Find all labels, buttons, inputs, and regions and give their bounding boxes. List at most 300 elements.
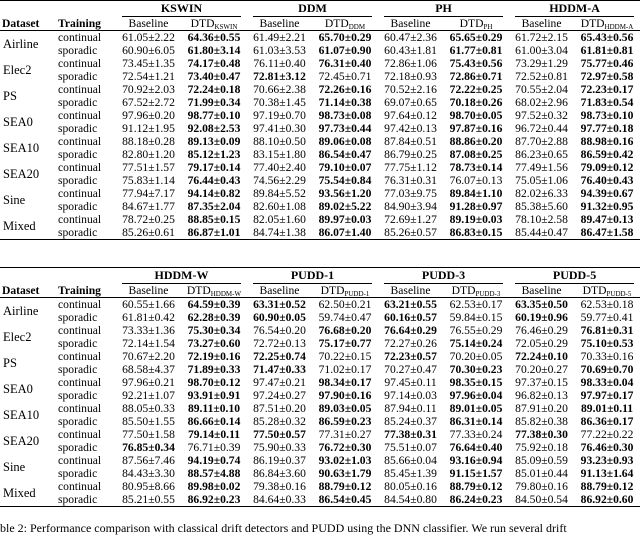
training-column-header: Training [54,1,116,31]
value-cell: 84.64±0.33 [247,493,312,507]
value-cell: 72.54±1.21 [122,70,175,83]
value-cell: 76.72±0.30 [318,441,372,454]
dataset-cell: SEA0 [3,381,33,396]
value-cell: 78.72±0.25 [122,213,175,226]
method-name: PH [384,1,503,17]
value-cell: 65.43±0.56 [580,31,634,44]
dtd-column-header [443,284,509,298]
dataset-cell: Airline [3,36,39,51]
value-cell: 97.96±0.21 [122,376,175,389]
table-row [0,44,640,57]
training-cell: sporadic [58,415,98,428]
value-cell: 77.33±0.24 [449,428,503,441]
training-column-header: Training [54,268,116,298]
value-cell: 85.21±0.55 [116,493,181,507]
value-cell: 70.69±0.70 [580,363,634,376]
method-header-pudd-5 [509,268,640,285]
value-cell: 75.05±1.06 [515,174,568,187]
value-cell: 98.33±0.04 [580,376,634,389]
value-cell: 75.90±0.33 [253,441,306,454]
value-cell: 64.36±0.55 [187,31,241,44]
value-cell: 72.27±0.26 [384,337,437,350]
value-cell: 97.41±0.30 [253,122,306,135]
value-cell: 93.02±1.03 [318,454,372,467]
value-cell: 77.49±1.56 [515,161,568,174]
value-cell: 61.77±0.81 [449,44,503,57]
value-cell: 72.24±0.10 [515,350,568,363]
value-cell: 67.52±2.72 [122,96,175,109]
dtd-label: DTD [451,284,476,297]
method-header-kswin [116,1,247,18]
value-cell: 60.55±1.66 [122,298,175,311]
dtd-subscript: HDDM-A [604,23,634,31]
value-cell: 98.73±0.08 [318,109,372,122]
table-caption: ble 2: Performance comparison with classical drift detectors and PUDD using the DNN classifier. We run several drift [0,521,567,535]
value-cell: 89.03±0.05 [318,402,372,415]
value-cell: 86.66±0.14 [187,415,241,428]
value-cell: 88.98±0.16 [580,135,634,148]
value-cell: 92.21±1.07 [122,389,175,402]
dataset-cell: Elec2 [3,329,32,344]
method-header-ddm [247,1,378,18]
value-cell: 76.64±0.29 [384,324,437,337]
value-cell: 89.02±5.22 [318,200,372,213]
value-cell: 70.20±0.27 [515,363,568,376]
value-cell: 79.10±0.07 [318,161,372,174]
dataset-cell: Mixed [0,480,54,507]
value-cell: 88.18±0.28 [122,135,175,148]
value-cell: 77.38±0.30 [515,428,568,441]
value-cell: 69.07±0.65 [384,96,437,109]
value-cell: 79.14±0.11 [187,428,241,441]
dtd-label: DTD [459,17,484,30]
value-cell: 86.92±0.23 [181,493,247,507]
training-cell: continual [58,31,102,44]
dtd-subscript: PUDD-3 [475,290,501,298]
value-cell: 86.24±0.23 [443,493,509,507]
value-cell: 82.02±6.33 [515,187,568,200]
value-cell: 89.01±0.11 [580,402,634,415]
table-row [0,298,640,312]
value-cell: 87.70±2.88 [515,135,568,148]
value-cell: 61.81±0.42 [122,311,175,324]
table-row [0,363,640,376]
value-cell: 82.80±1.20 [122,148,175,161]
dataset-cell: Sine [3,459,26,474]
dtd-subscript: HDDM-W [210,290,242,298]
value-cell: 77.22±0.22 [580,428,634,441]
table-row [0,122,640,135]
value-cell: 86.23±0.65 [515,148,568,161]
value-cell: 86.36±0.17 [580,415,634,428]
value-cell: 61.72±2.15 [515,31,568,44]
value-cell: 70.22±0.15 [318,350,372,363]
value-cell: 78.73±0.14 [449,161,503,174]
value-cell: 85.01±0.44 [515,467,568,480]
value-cell: 97.45±0.11 [384,376,437,389]
value-cell: 85.44±0.47 [509,226,574,240]
training-cell: sporadic [58,96,98,109]
value-cell: 70.20±0.05 [449,350,503,363]
value-cell: 97.77±0.18 [580,122,634,135]
value-cell: 97.90±0.16 [318,389,372,402]
table-row [0,454,640,467]
method-header-ph [378,1,509,18]
value-cell: 86.83±0.15 [443,226,509,240]
method-name: PUDD-1 [253,268,372,284]
training-cell: sporadic [58,122,98,135]
table-row [0,213,640,226]
training-cell: continual [58,213,102,226]
value-cell: 85.24±0.37 [384,415,437,428]
value-cell: 72.69±1.27 [384,213,437,226]
value-cell: 72.18±0.93 [384,70,437,83]
header-row-methods [0,1,640,18]
method-header-hddm-a [509,1,640,18]
value-cell: 85.26±0.61 [116,226,181,240]
value-cell: 98.35±0.15 [449,376,503,389]
dtd-column-header [181,284,247,298]
value-cell: 98.73±0.10 [580,109,634,122]
value-cell: 68.02±2.96 [515,96,568,109]
table-row [0,148,640,161]
value-cell: 86.87±1.01 [181,226,247,240]
value-cell: 91.12±1.95 [122,122,175,135]
value-cell: 75.10±0.53 [580,337,634,350]
value-cell: 71.14±0.38 [318,96,372,109]
value-cell: 86.54±0.45 [312,493,378,507]
dataset-cell: SEA20 [3,166,40,181]
value-cell: 89.84±1.10 [449,187,503,200]
results-table-2 [0,267,640,507]
value-cell: 91.15±1.57 [449,467,503,480]
baseline-column-header: Baseline [247,284,312,298]
value-cell: 72.23±0.17 [580,83,634,96]
value-cell: 61.07±0.90 [318,44,372,57]
table-row [0,200,640,213]
value-cell: 97.47±0.21 [253,376,306,389]
dtd-label: DTD [580,17,605,30]
value-cell: 75.51±0.07 [384,441,437,454]
value-cell: 65.65±0.29 [449,31,503,44]
value-cell: 97.37±0.15 [515,376,568,389]
dataset-column-header: Dataset [0,1,54,31]
table-row [0,493,640,507]
value-cell: 98.70±0.12 [187,376,241,389]
training-cell: continual [58,83,102,96]
training-cell: sporadic [58,148,98,161]
method-name: PUDD-3 [384,268,503,284]
training-cell: continual [58,428,102,441]
method-name: KSWIN [122,1,241,17]
results-table-1 [0,0,640,240]
value-cell: 70.27±0.47 [384,363,437,376]
training-cell: continual [58,324,102,337]
value-cell: 94.39±0.67 [580,187,634,200]
value-cell: 89.13±0.09 [187,135,241,148]
dtd-column-header [443,17,509,31]
value-cell: 61.03±3.53 [253,44,306,57]
value-cell: 97.97±0.17 [580,389,634,402]
value-cell: 76.64±0.40 [449,441,503,454]
value-cell: 97.96±0.20 [122,109,175,122]
header-row-methods [0,268,640,285]
value-cell: 61.49±2.21 [253,31,306,44]
value-cell: 75.77±0.46 [580,57,634,70]
value-cell: 96.72±0.44 [515,122,568,135]
value-cell: 59.84±0.15 [449,311,503,324]
value-cell: 60.19±0.96 [515,311,568,324]
training-cell: sporadic [58,44,98,57]
value-cell: 72.25±0.74 [253,350,306,363]
value-cell: 94.14±0.82 [187,187,241,200]
value-cell: 97.24±0.27 [253,389,306,402]
value-cell: 73.33±1.36 [122,324,175,337]
table-row [0,311,640,324]
value-cell: 72.72±0.13 [253,337,306,350]
table-row [0,376,640,389]
baseline-column-header: Baseline [378,284,443,298]
value-cell: 88.86±0.20 [449,135,503,148]
value-cell: 60.16±0.57 [384,311,437,324]
value-cell: 77.03±9.75 [384,187,437,200]
table-row [0,70,640,83]
value-cell: 72.97±0.58 [580,70,634,83]
value-cell: 76.71±0.39 [187,441,241,454]
value-cell: 97.73±0.44 [318,122,372,135]
table-row [0,441,640,454]
baseline-column-header: Baseline [116,284,181,298]
table-row [0,480,640,493]
value-cell: 76.11±0.40 [253,57,306,70]
value-cell: 72.45±0.71 [318,70,372,83]
value-cell: 63.31±0.52 [253,298,306,311]
training-cell: sporadic [58,311,98,324]
value-cell: 87.56±7.46 [122,454,175,467]
dtd-subscript: PUDD-1 [344,290,370,298]
value-cell: 77.94±7.17 [122,187,175,200]
value-cell: 85.09±0.59 [515,454,568,467]
training-cell: continual [58,402,102,415]
method-header-pudd-1 [247,268,378,285]
value-cell: 79.09±0.12 [580,161,634,174]
dtd-subscript: PH [483,23,493,31]
value-cell: 86.47±1.58 [574,226,640,240]
value-cell: 91.13±1.64 [580,467,634,480]
value-cell: 97.42±0.13 [384,122,437,135]
value-cell: 72.05±0.29 [515,337,568,350]
value-cell: 70.66±2.38 [253,83,306,96]
training-cell: continual [58,161,102,174]
value-cell: 71.89±0.33 [187,363,241,376]
value-cell: 76.31±0.40 [318,57,372,70]
value-cell: 77.51±1.57 [122,161,175,174]
value-cell: 72.24±0.18 [187,83,241,96]
value-cell: 74.56±2.29 [253,174,306,187]
value-cell: 76.55±0.29 [449,324,503,337]
value-cell: 85.28±0.32 [253,415,306,428]
value-cell: 75.30±0.34 [187,324,241,337]
value-cell: 85.66±0.04 [384,454,437,467]
table-row [0,135,640,148]
value-cell: 86.59±0.42 [580,148,634,161]
dataset-cell: SEA0 [3,114,33,129]
dtd-subscript: DDM [348,23,366,31]
value-cell: 84.90±3.94 [384,200,437,213]
dtd-subscript: KSWIN [214,23,238,31]
dtd-column-header [312,17,378,31]
value-cell: 84.54±0.80 [378,493,443,507]
value-cell: 76.40±0.43 [580,174,634,187]
training-cell: sporadic [54,493,116,507]
value-cell: 85.82±0.38 [515,415,568,428]
value-cell: 68.58±4.37 [122,363,175,376]
value-cell: 87.91±0.20 [515,402,568,415]
training-cell: sporadic [58,174,98,187]
method-name: HDDM-A [515,1,634,17]
training-cell: continual [58,480,102,493]
value-cell: 74.17±0.48 [187,57,241,70]
table-row [0,467,640,480]
table-row [0,415,640,428]
value-cell: 90.63±1.79 [318,467,372,480]
table-row [0,83,640,96]
value-cell: 76.81±0.31 [580,324,634,337]
dtd-column-header [574,284,640,298]
value-cell: 73.27±0.60 [187,337,241,350]
value-cell: 61.05±2.22 [122,31,175,44]
value-cell: 78.10±2.58 [515,213,568,226]
value-cell: 97.19±0.70 [253,109,306,122]
value-cell: 87.84±0.51 [384,135,437,148]
value-cell: 86.84±3.60 [253,467,306,480]
value-cell: 86.07±1.40 [312,226,378,240]
value-cell: 86.54±0.47 [318,148,372,161]
value-cell: 76.85±0.34 [122,441,175,454]
value-cell: 61.80±3.14 [187,44,241,57]
value-cell: 72.22±0.25 [449,83,503,96]
value-cell: 79.17±0.14 [187,161,241,174]
baseline-column-header: Baseline [247,17,312,31]
dtd-label: DTD [190,17,215,30]
value-cell: 83.15±1.80 [253,148,306,161]
table-row [0,96,640,109]
value-cell: 84.74±1.38 [247,226,312,240]
value-cell: 88.57±4.88 [187,467,241,480]
method-name: PUDD-5 [515,268,634,284]
value-cell: 70.33±0.16 [580,350,634,363]
training-cell: sporadic [58,70,98,83]
value-cell: 85.50±1.55 [122,415,175,428]
value-cell: 91.28±0.97 [449,200,503,213]
dataset-cell: SEA20 [3,433,40,448]
value-cell: 71.83±0.54 [580,96,634,109]
value-cell: 98.70±0.05 [449,109,503,122]
method-header-pudd-3 [378,268,509,285]
training-cell: continual [58,376,102,389]
table-row [0,109,640,122]
value-cell: 89.01±0.05 [449,402,503,415]
training-cell: sporadic [58,441,98,454]
value-cell: 76.31±0.31 [384,174,437,187]
value-cell: 85.45±1.39 [384,467,437,480]
value-cell: 60.90±6.05 [122,44,175,57]
value-cell: 97.14±0.03 [384,389,437,402]
dtd-label: DTD [324,17,349,30]
value-cell: 77.40±2.40 [253,161,306,174]
value-cell: 88.10±0.50 [253,135,306,148]
value-cell: 76.07±0.13 [449,174,503,187]
table-row [0,324,640,337]
value-cell: 73.29±1.29 [515,57,568,70]
value-cell: 70.67±2.20 [122,350,175,363]
table-row [0,161,640,174]
value-cell: 76.68±0.20 [318,324,372,337]
value-cell: 77.75±1.12 [384,161,437,174]
value-cell: 87.08±0.25 [449,148,503,161]
value-cell: 76.46±0.30 [580,441,634,454]
baseline-column-header: Baseline [116,17,181,31]
training-cell: continual [58,109,102,122]
value-cell: 75.17±0.77 [318,337,372,350]
value-cell: 96.82±0.13 [515,389,568,402]
value-cell: 72.23±0.57 [384,350,437,363]
value-cell: 85.38±5.60 [515,200,568,213]
value-cell: 86.31±0.14 [449,415,503,428]
dataset-cell: Mixed [0,213,54,240]
value-cell: 84.50±0.54 [509,493,574,507]
value-cell: 93.23±0.93 [580,454,634,467]
value-cell: 75.83±1.14 [122,174,175,187]
method-header-hddm-w [116,268,247,285]
dtd-label: DTD [320,284,345,297]
value-cell: 77.38±0.31 [384,428,437,441]
value-cell: 93.91±0.91 [187,389,241,402]
value-cell: 60.43±1.81 [384,44,437,57]
value-cell: 72.81±3.12 [253,70,306,83]
value-cell: 82.60±1.08 [253,200,306,213]
training-cell: continual [58,135,102,148]
value-cell: 86.79±0.25 [384,148,437,161]
value-cell: 89.19±0.03 [449,213,503,226]
value-cell: 80.95±8.66 [122,480,175,493]
value-cell: 62.28±0.39 [187,311,241,324]
value-cell: 72.14±1.54 [122,337,175,350]
value-cell: 75.43±0.56 [449,57,503,70]
value-cell: 70.92±2.03 [122,83,175,96]
training-cell: sporadic [58,389,98,402]
value-cell: 85.26±0.57 [378,226,443,240]
dataset-cell: Airline [3,303,39,318]
value-cell: 89.98±0.02 [187,480,241,493]
table-row [0,389,640,402]
value-cell: 65.70±0.29 [318,31,372,44]
table-row [0,428,640,441]
dataset-column-header: Dataset [0,268,54,298]
value-cell: 88.05±0.33 [122,402,175,415]
table-row [0,187,640,200]
value-cell: 75.54±0.84 [318,174,372,187]
value-cell: 89.06±0.08 [318,135,372,148]
value-cell: 75.14±0.24 [449,337,503,350]
dtd-subscript: PUDD-5 [606,290,632,298]
training-cell: continual [58,298,102,311]
training-cell: sporadic [58,200,98,213]
value-cell: 76.44±0.43 [187,174,241,187]
value-cell: 79.80±0.16 [515,480,568,493]
table-row [0,31,640,45]
value-cell: 88.79±0.12 [580,480,634,493]
